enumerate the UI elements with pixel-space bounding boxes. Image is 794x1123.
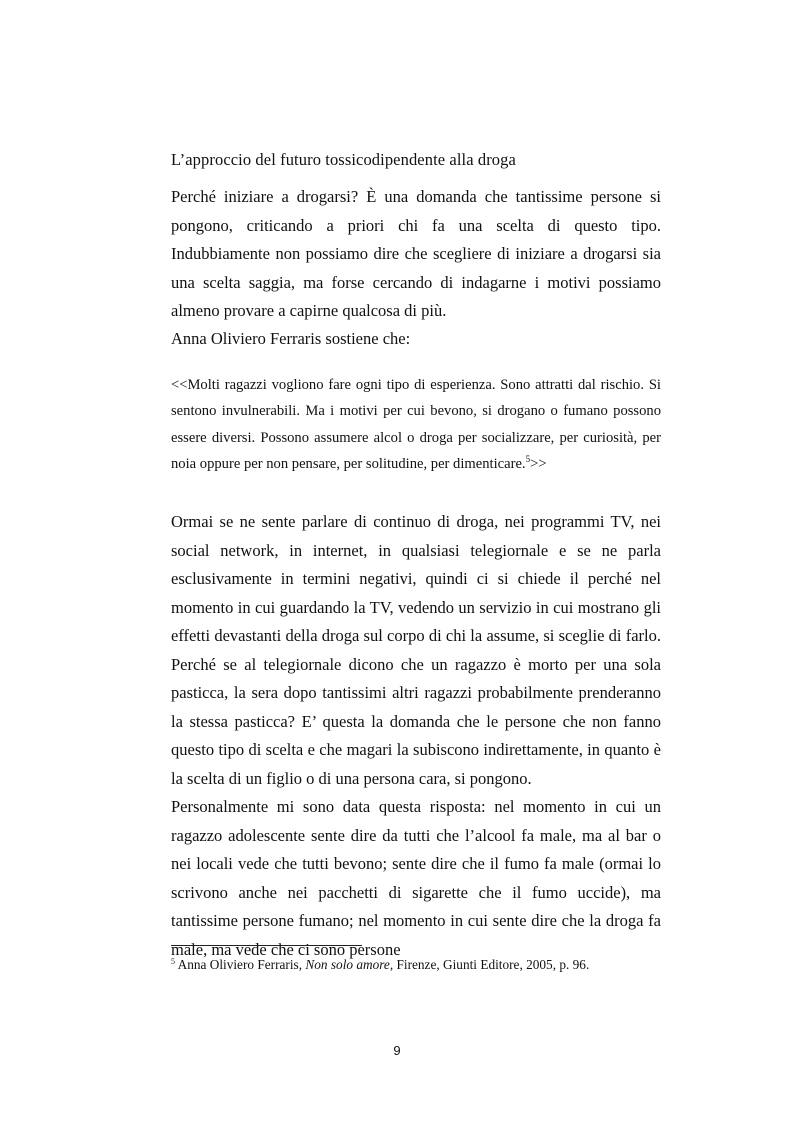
paragraph-text: Personalmente mi sono data questa risposta: nel momento in cui un ragazzo adolescente sente dire da tutti che l’alcool fa male, ma al bar o nei locali vede che tutti bevono; sente dire che il fumo fa male (ormai lo scrivono anche nei pacchetti di sigarette che il fumo uccide), ma tantissime persone fumano; nel momento in cui sente dire che la droga fa male, ma vede che ci sono persone [171,797,661,959]
quote-text: <<Molti ragazzi vogliono fare ogni tipo di esperienza. Sono attratti dal rischio. Si sentono invulnerabili. Ma i motivi per cui bevono, si drogano o fumano possono essere diversi. Possono assumere alcol o droga per socializzare, per curiosità, per noia oppure per non pensare, per solitudine, per dimenticare. [171,377,661,473]
section-heading: L’approccio del futuro tossicodipendente alla droga [171,150,516,169]
footnote-separator [171,945,362,946]
body-paragraph-1 [171,183,661,326]
paragraph-text: Perché iniziare a drogarsi? È una domanda che tantissime persone si pongono, criticando a priori chi fa una scelta di questo tipo. Indubbiamente non possiamo dire che scegliere di iniziare a drogarsi sia una scelta saggia, ma forse cercando di indagarne i motivi possiamo almeno provare a capirne qualcosa di più. [171,187,661,320]
footnote-number: 5 [171,957,175,966]
paragraph-text: Anna Oliviero Ferraris sostiene che: [171,329,411,348]
footnote-author: Anna Oliviero Ferraris, [177,957,303,972]
paragraph-text: Ormai se ne sente parlare di continuo di droga, nei programmi TV, nei social network, in internet, in qualsiasi telegiornale e se ne parla esclusivamente in termini negativi, quindi ci si chiede il perché nel momento in cui guardando la TV, vedendo un servizio in cui mostrano gli effetti devastanti della droga sul corpo di chi la assume, si sceglie di farlo. Perché se al telegiornale dicono che un ragazzo è morto per una sola pasticca, la sera dopo tantissimi altri ragazzi probabilmente prenderanno la stessa pasticca? E’ questa la domanda che le persone che non fanno questo tipo di scelta e che magari la subiscono indirettamente, in quanto è la scelta di un figlio o di una persona cara, si pongono. [171,512,661,788]
footnote [171,956,661,974]
footnote-details: , Firenze, Giunti Editore, 2005, p. 96. [389,957,590,972]
footnote-title: Non solo amore [305,957,390,972]
body-paragraphs-main [171,508,661,964]
body-paragraph-2 [171,325,661,354]
footnote-reference[interactable]: 5 [525,454,531,465]
quote-closing: >> [530,456,547,473]
block-quote [171,372,661,478]
page-number: 9 [393,1043,401,1058]
